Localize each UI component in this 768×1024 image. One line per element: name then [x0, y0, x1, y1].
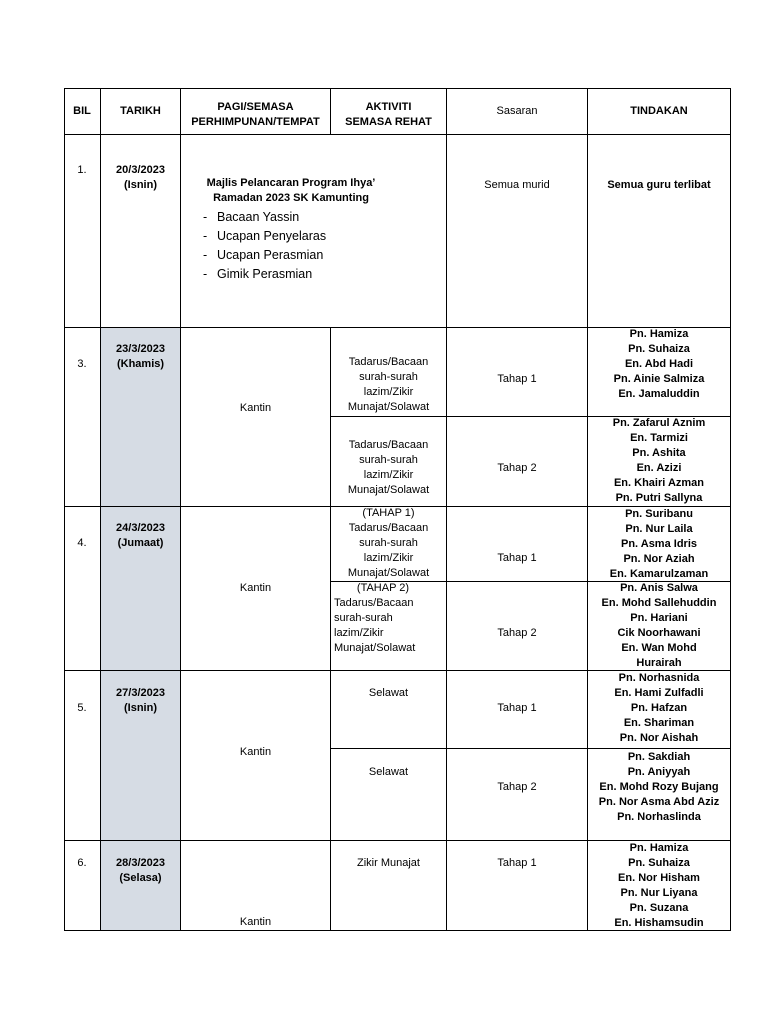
- activity-line: surah-surah: [359, 454, 418, 466]
- teacher-name: Pn. Zafarul Aznim: [612, 417, 706, 429]
- row5-teachers-2: [588, 749, 730, 825]
- date-text: 28/3/2023: [116, 857, 165, 869]
- teacher-name: Pn. Nur Laila: [625, 522, 693, 535]
- date-text: 24/3/2023: [116, 522, 165, 534]
- row1-date: [101, 162, 180, 194]
- header-tempat: PAGI/SEMASA PERHIMPUNAN/TEMPAT: [191, 101, 320, 128]
- teacher-name: En. Mohd Rozy Bujang: [599, 780, 719, 793]
- row3-sasaran-2: Tahap 2: [497, 461, 537, 474]
- teacher-name: Pn. Aniyyah: [627, 765, 691, 778]
- row4-tempat: Kantin: [239, 581, 272, 594]
- teacher-name: Pn. Suzana: [629, 902, 689, 914]
- row5-bil: 5.: [77, 701, 87, 714]
- activity-line: surah-surah: [334, 612, 393, 624]
- teacher-name: En. Kamarulzaman: [609, 567, 709, 580]
- activity-line: Munajat/Solawat: [334, 642, 416, 654]
- row1-sasaran: Semua murid: [484, 178, 550, 191]
- row4-sasaran-1: Tahap 1: [497, 551, 537, 564]
- row3-teachers-1: [588, 326, 730, 402]
- row4-activity-1: [331, 506, 446, 581]
- activity-line: Munajat/Solawat: [347, 484, 430, 496]
- activity-line: surah-surah: [359, 371, 418, 383]
- row4-bil: 4.: [77, 536, 87, 549]
- teacher-name: Pn. Sakdiah: [627, 750, 691, 763]
- row1-bil: 1.: [77, 163, 87, 176]
- activity-line: lazim/Zikir: [363, 469, 414, 481]
- activity-line: Munajat/Solawat: [347, 567, 430, 579]
- program-item: - Bacaan Yassin: [203, 208, 448, 227]
- activity-line: Tadarus/Bacaan: [348, 439, 429, 451]
- teacher-name: Pn. Nor Asma Abd Aziz: [598, 795, 720, 808]
- date-text: 23/3/2023: [116, 343, 165, 355]
- teacher-name: Pn. Nor Aziah: [623, 552, 695, 565]
- row3-date: [101, 341, 180, 373]
- row3-tempat: Kantin: [239, 401, 272, 414]
- teacher-name: En. Mohd Sallehuddin: [601, 597, 717, 609]
- date-text: 20/3/2023: [116, 164, 165, 176]
- header-aktiviti: AKTIVITI SEMASA REHAT: [345, 101, 432, 128]
- activity-line: Tadarus/Bacaan: [334, 597, 414, 609]
- grid-line: [100, 88, 101, 931]
- row6-date: [101, 855, 180, 887]
- row5-activity-2: Selawat: [368, 765, 409, 778]
- activity-line: surah-surah: [359, 537, 418, 549]
- teacher-name: Cik Noorhawani: [617, 627, 701, 639]
- teacher-name: En. Nor Hisham: [618, 872, 700, 884]
- program-item: - Ucapan Perasmian: [203, 246, 448, 265]
- program-items: [181, 208, 448, 284]
- row6-activity-1: Zikir Munajat: [357, 856, 420, 869]
- teacher-name: Pn. Norhasnida: [618, 671, 700, 684]
- teacher-name: Pn. Hafzan: [630, 701, 688, 714]
- teacher-name: Pn. Anis Salwa: [620, 582, 698, 594]
- row5-sasaran-2: Tahap 2: [497, 780, 537, 793]
- row4-teachers-1: [588, 506, 730, 582]
- row5-teachers-1: [588, 670, 730, 746]
- program-title: Majlis Pelancaran Program Ihya’ Ramadan 2023 SK Kamunting: [206, 177, 376, 204]
- row5-tempat: Kantin: [239, 745, 272, 758]
- row4-teachers-2: [588, 581, 730, 671]
- day-text: (Khamis): [116, 358, 165, 370]
- header-tarikh: TARIKH: [120, 104, 161, 117]
- teacher-name: Hurairah: [636, 657, 682, 669]
- grid-line: [64, 88, 65, 931]
- activity-head: (TAHAP 2): [356, 582, 410, 594]
- row6-tempat: Kantin: [239, 915, 272, 928]
- row5-date: [101, 685, 180, 717]
- activity-line: Tadarus/Bacaan: [348, 356, 429, 368]
- schedule-table: [64, 88, 731, 931]
- row4-sasaran-2: Tahap 2: [497, 626, 537, 639]
- header-sasaran: Sasaran: [496, 104, 538, 117]
- teacher-name: Pn. Putri Sallyna: [615, 492, 703, 504]
- activity-line: lazim/Zikir: [334, 627, 384, 639]
- teacher-name: Pn. Nur Liyana: [620, 887, 698, 899]
- teacher-name: En. Azizi: [636, 462, 682, 474]
- activity-line: Tadarus/Bacaan: [348, 522, 429, 534]
- row3-teachers-2: [588, 416, 730, 506]
- date-text: 27/3/2023: [116, 687, 165, 699]
- row6-sasaran-1: Tahap 1: [497, 856, 537, 869]
- teacher-name: Pn. Hamiza: [629, 327, 689, 340]
- teacher-name: Pn. Nor Aishah: [619, 731, 699, 744]
- day-text: (Jumaat): [117, 537, 164, 549]
- teacher-name: En. Tarmizi: [630, 432, 688, 444]
- teacher-name: En. Jamaluddin: [618, 387, 700, 400]
- activity-line: Munajat/Solawat: [347, 401, 430, 413]
- row3-activity-2: [331, 438, 446, 498]
- teacher-name: Pn. Suribanu: [625, 507, 693, 520]
- header-bil: BIL: [73, 104, 91, 117]
- day-text: (Isnin): [124, 702, 157, 714]
- activity-line: lazim/Zikir: [363, 552, 414, 564]
- row1-tindakan: Semua guru terlibat: [607, 178, 711, 191]
- row3-bil: 3.: [77, 357, 87, 370]
- day-text: (Selasa): [119, 872, 162, 884]
- teacher-name: En. Shariman: [623, 716, 695, 729]
- row3-sasaran-1: Tahap 1: [497, 372, 537, 385]
- teacher-name: En. Wan Mohd: [621, 642, 697, 654]
- program-item: - Gimik Perasmian: [203, 265, 448, 284]
- day-text: (Isnin): [124, 179, 157, 191]
- row1-program: [181, 140, 446, 320]
- grid-line: [330, 88, 331, 134]
- teacher-name: En. Hami Zulfadli: [614, 686, 704, 699]
- row4-activity-2: [334, 581, 444, 656]
- teacher-name: Pn. Suhaiza: [628, 857, 690, 869]
- activity-line: lazim/Zikir: [363, 386, 414, 398]
- header-tindakan: TINDAKAN: [630, 104, 688, 117]
- grid-line: [64, 134, 731, 135]
- row6-teachers-1: [588, 841, 730, 931]
- program-item: - Ucapan Penyelaras: [203, 227, 448, 246]
- grid-line: [730, 88, 731, 931]
- activity-line: (TAHAP 1): [362, 507, 415, 519]
- teacher-name: Pn. Norhaslinda: [617, 810, 701, 823]
- row5-activity-1: Selawat: [368, 686, 409, 699]
- teacher-name: Pn. Asma Idris: [620, 537, 697, 550]
- teacher-name: En. Khairi Azman: [613, 477, 705, 489]
- teacher-name: Pn. Hamiza: [629, 842, 689, 854]
- teacher-name: En. Abd Hadi: [624, 357, 694, 370]
- row4-date: [101, 520, 180, 552]
- row6-bil: 6.: [77, 856, 87, 869]
- teacher-name: Pn. Ainie Salmiza: [613, 372, 705, 385]
- teacher-name: En. Hishamsudin: [614, 917, 704, 929]
- teacher-name: Pn. Ashita: [632, 447, 686, 459]
- teacher-name: Pn. Hariani: [630, 612, 688, 624]
- row3-activity-1: [331, 355, 446, 415]
- teacher-name: Pn. Suhaiza: [628, 342, 690, 355]
- row5-sasaran-1: Tahap 1: [497, 701, 537, 714]
